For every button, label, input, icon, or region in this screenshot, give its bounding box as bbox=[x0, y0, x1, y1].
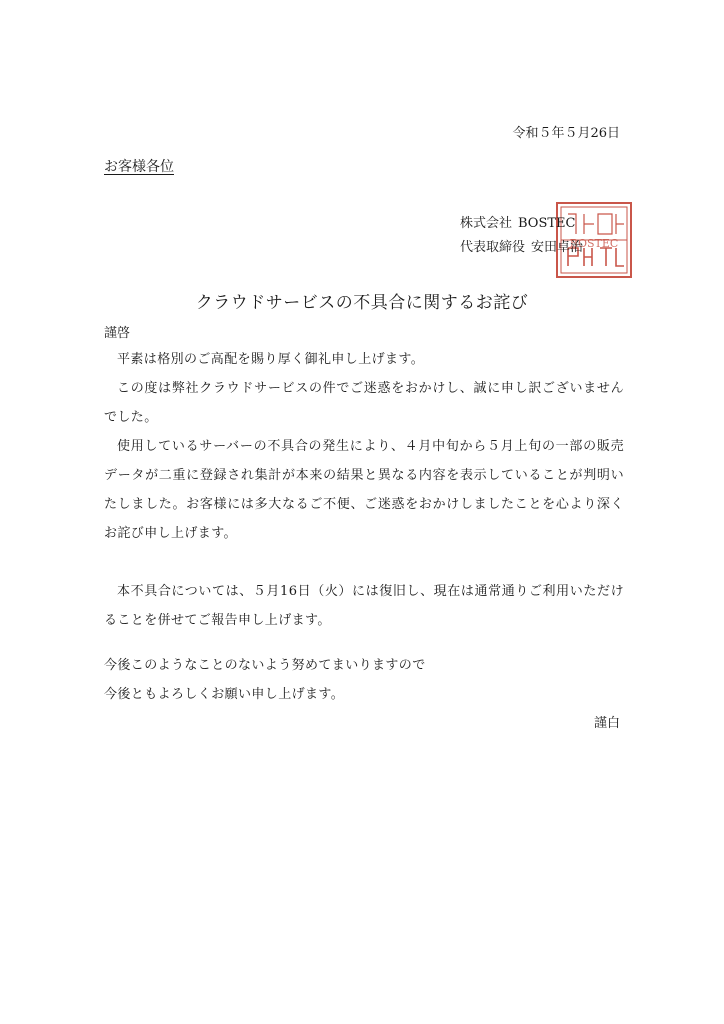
body-paragraph: 本不具合については、５月16日（火）には復旧し、現在は通常通りご利用いただけることを併せてご報告申し上げます。 bbox=[104, 584, 624, 628]
company-name: BOSTEC bbox=[518, 216, 576, 231]
company-prefix: 株式会社 bbox=[460, 216, 513, 231]
sign-off: 謹白 bbox=[593, 716, 620, 731]
body-paragraph: 使用しているサーバーの不具合の発生により、４月中旬から５月上旬の一部の販売データが二重に登録され集計が本来の結果と異なる内容を表示していることが判明いたしました。お客様には多大なるご不便、ご迷惑をおかけしましたことを心より深くお詫び申し上げます。 bbox=[104, 439, 624, 541]
seal-text: BOSTEC bbox=[569, 237, 619, 250]
letter-date: 令和５年５月26日 bbox=[512, 126, 620, 141]
letter-body bbox=[104, 345, 624, 635]
closing-line: 今後ともよろしくお願い申し上げます。 bbox=[104, 687, 345, 702]
salutation: 謹啓 bbox=[104, 326, 131, 341]
closing-block bbox=[104, 651, 624, 709]
letter-title: クラウドサービスの不具合に関するお詫び bbox=[195, 293, 529, 313]
body-paragraph: この度は弊社クラウドサービスの件でご迷惑をおかけし、誠に申し訳ございませんでした。 bbox=[104, 381, 624, 425]
rep-name: 安田卓治 bbox=[531, 240, 584, 255]
closing-line: 今後このようなことのないよう努めてまいりますので bbox=[104, 658, 426, 673]
addressee: お客様各位 bbox=[104, 159, 174, 175]
rep-title: 代表取締役 bbox=[460, 240, 526, 255]
sender-company bbox=[460, 212, 575, 231]
sender-block bbox=[460, 208, 620, 268]
body-paragraph: 平素は格別のご高配を賜り厚く御礼申し上げます。 bbox=[117, 352, 425, 367]
sender-representative bbox=[460, 236, 583, 255]
